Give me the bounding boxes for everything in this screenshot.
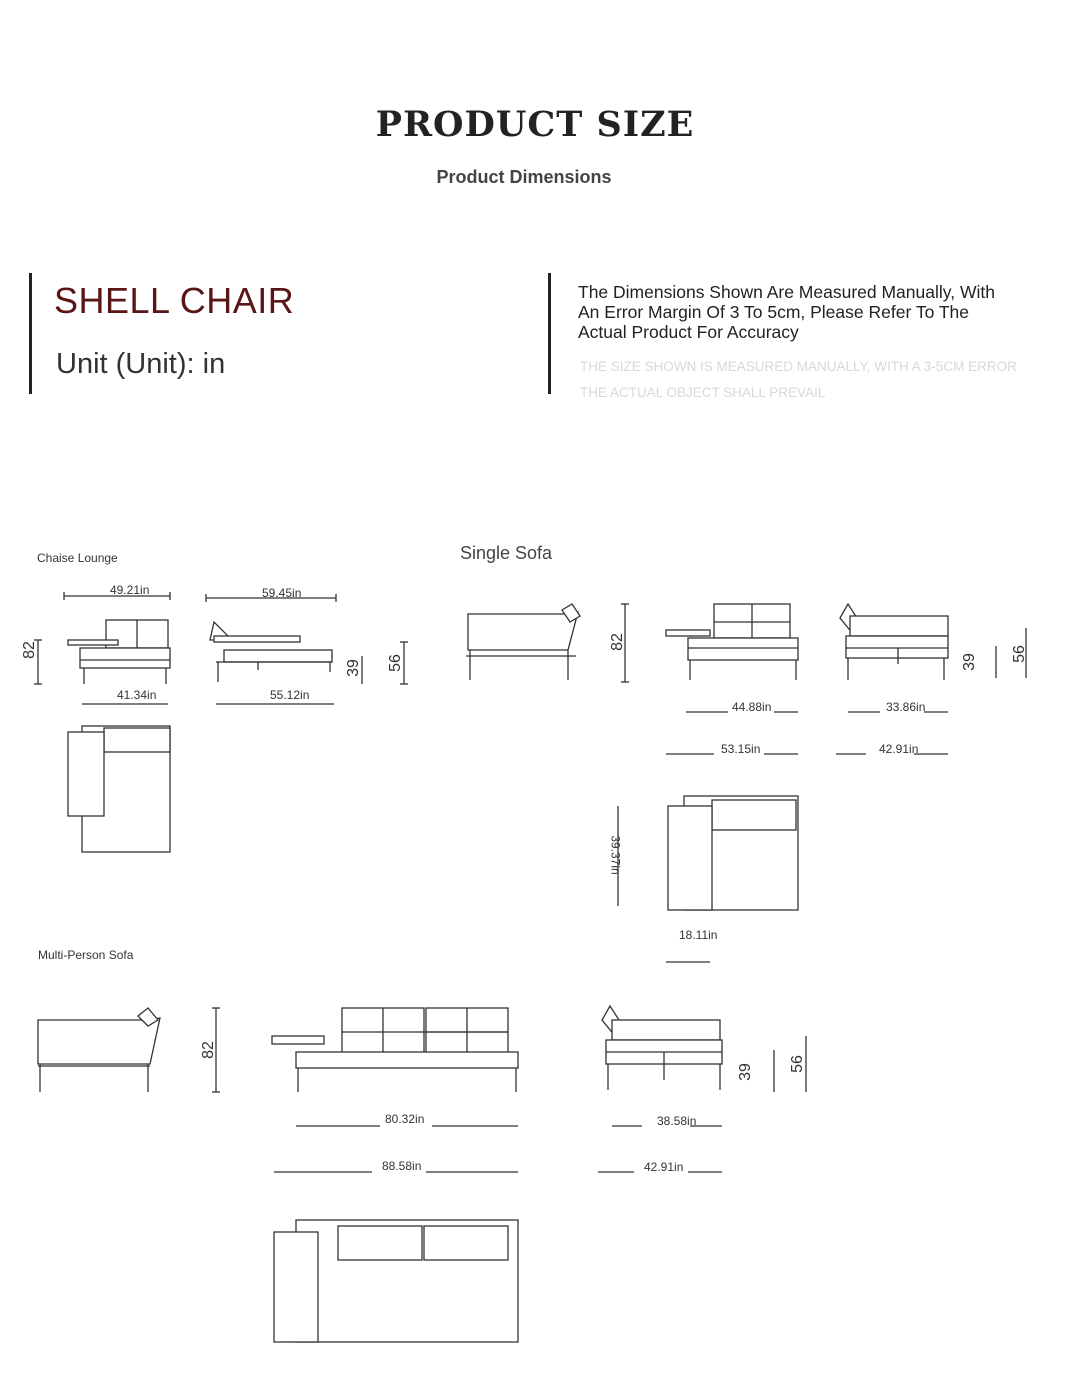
single-back-height: 56 [1011,645,1028,663]
chaise-bottom-depth: 55.12in [270,688,310,702]
chaise-top-width: 49.21in [110,583,150,597]
note-line-2: THE ACTUAL OBJECT SHALL PREVAIL [580,385,826,400]
page-title: PRODUCT SIZE [375,104,695,145]
multi-side-view-2 [598,1006,806,1172]
page-subtitle: Product Dimensions [436,167,612,187]
chaise-back-height: 56 [387,654,404,672]
product-name: SHELL CHAIR [54,280,295,321]
chaise-plan-view [68,726,170,852]
multi-front-view [272,1008,518,1172]
chaise-bottom-width: 41.34in [117,688,157,702]
single-plan-depth: 39.37in [608,835,623,875]
unit-label: Unit (Unit): in [56,348,226,380]
multi-width: 88.58in [382,1159,422,1173]
single-seat-depth: 33.86in [886,700,926,714]
multi-plan-view [274,1220,518,1342]
single-height-total: 82 [609,633,626,651]
chaise-top-depth: 59.45in [262,586,302,600]
measurement-note: The Dimensions Shown Are Measured Manually, With An Error Margin Of 3 To 5cm, Please Refer To The Actual Product For Accuracy [578,282,995,342]
multi-side-view [38,1008,220,1092]
section-single-sofa: Single Sofa [460,543,553,563]
single-width: 53.15in [721,742,761,756]
single-front-view [666,604,798,680]
section-chaise-lounge: Chaise Lounge [37,551,118,565]
single-plan-arm: 18.11in [679,928,718,942]
multi-seat-depth: 38.58in [657,1114,697,1128]
single-side-view-2 [840,604,1028,680]
single-depth: 42.91in [879,742,919,756]
multi-seat-height: 39 [737,1063,754,1081]
note-line-1: THE SIZE SHOWN IS MEASURED MANUALLY, WITH A 3-5CM ERROR [580,359,1017,374]
multi-seat-width: 80.32in [385,1112,425,1126]
single-seat-width: 44.88in [732,700,772,714]
single-side-view [466,604,629,682]
section-multi-person-sofa: Multi-Person Sofa [38,948,134,962]
chaise-seat-height: 39 [345,659,362,677]
multi-height-total: 82 [200,1041,217,1059]
multi-back-height: 56 [789,1055,806,1073]
chaise-height-total: 82 [21,641,38,659]
single-seat-height: 39 [961,653,978,671]
multi-depth: 42.91in [644,1160,684,1174]
